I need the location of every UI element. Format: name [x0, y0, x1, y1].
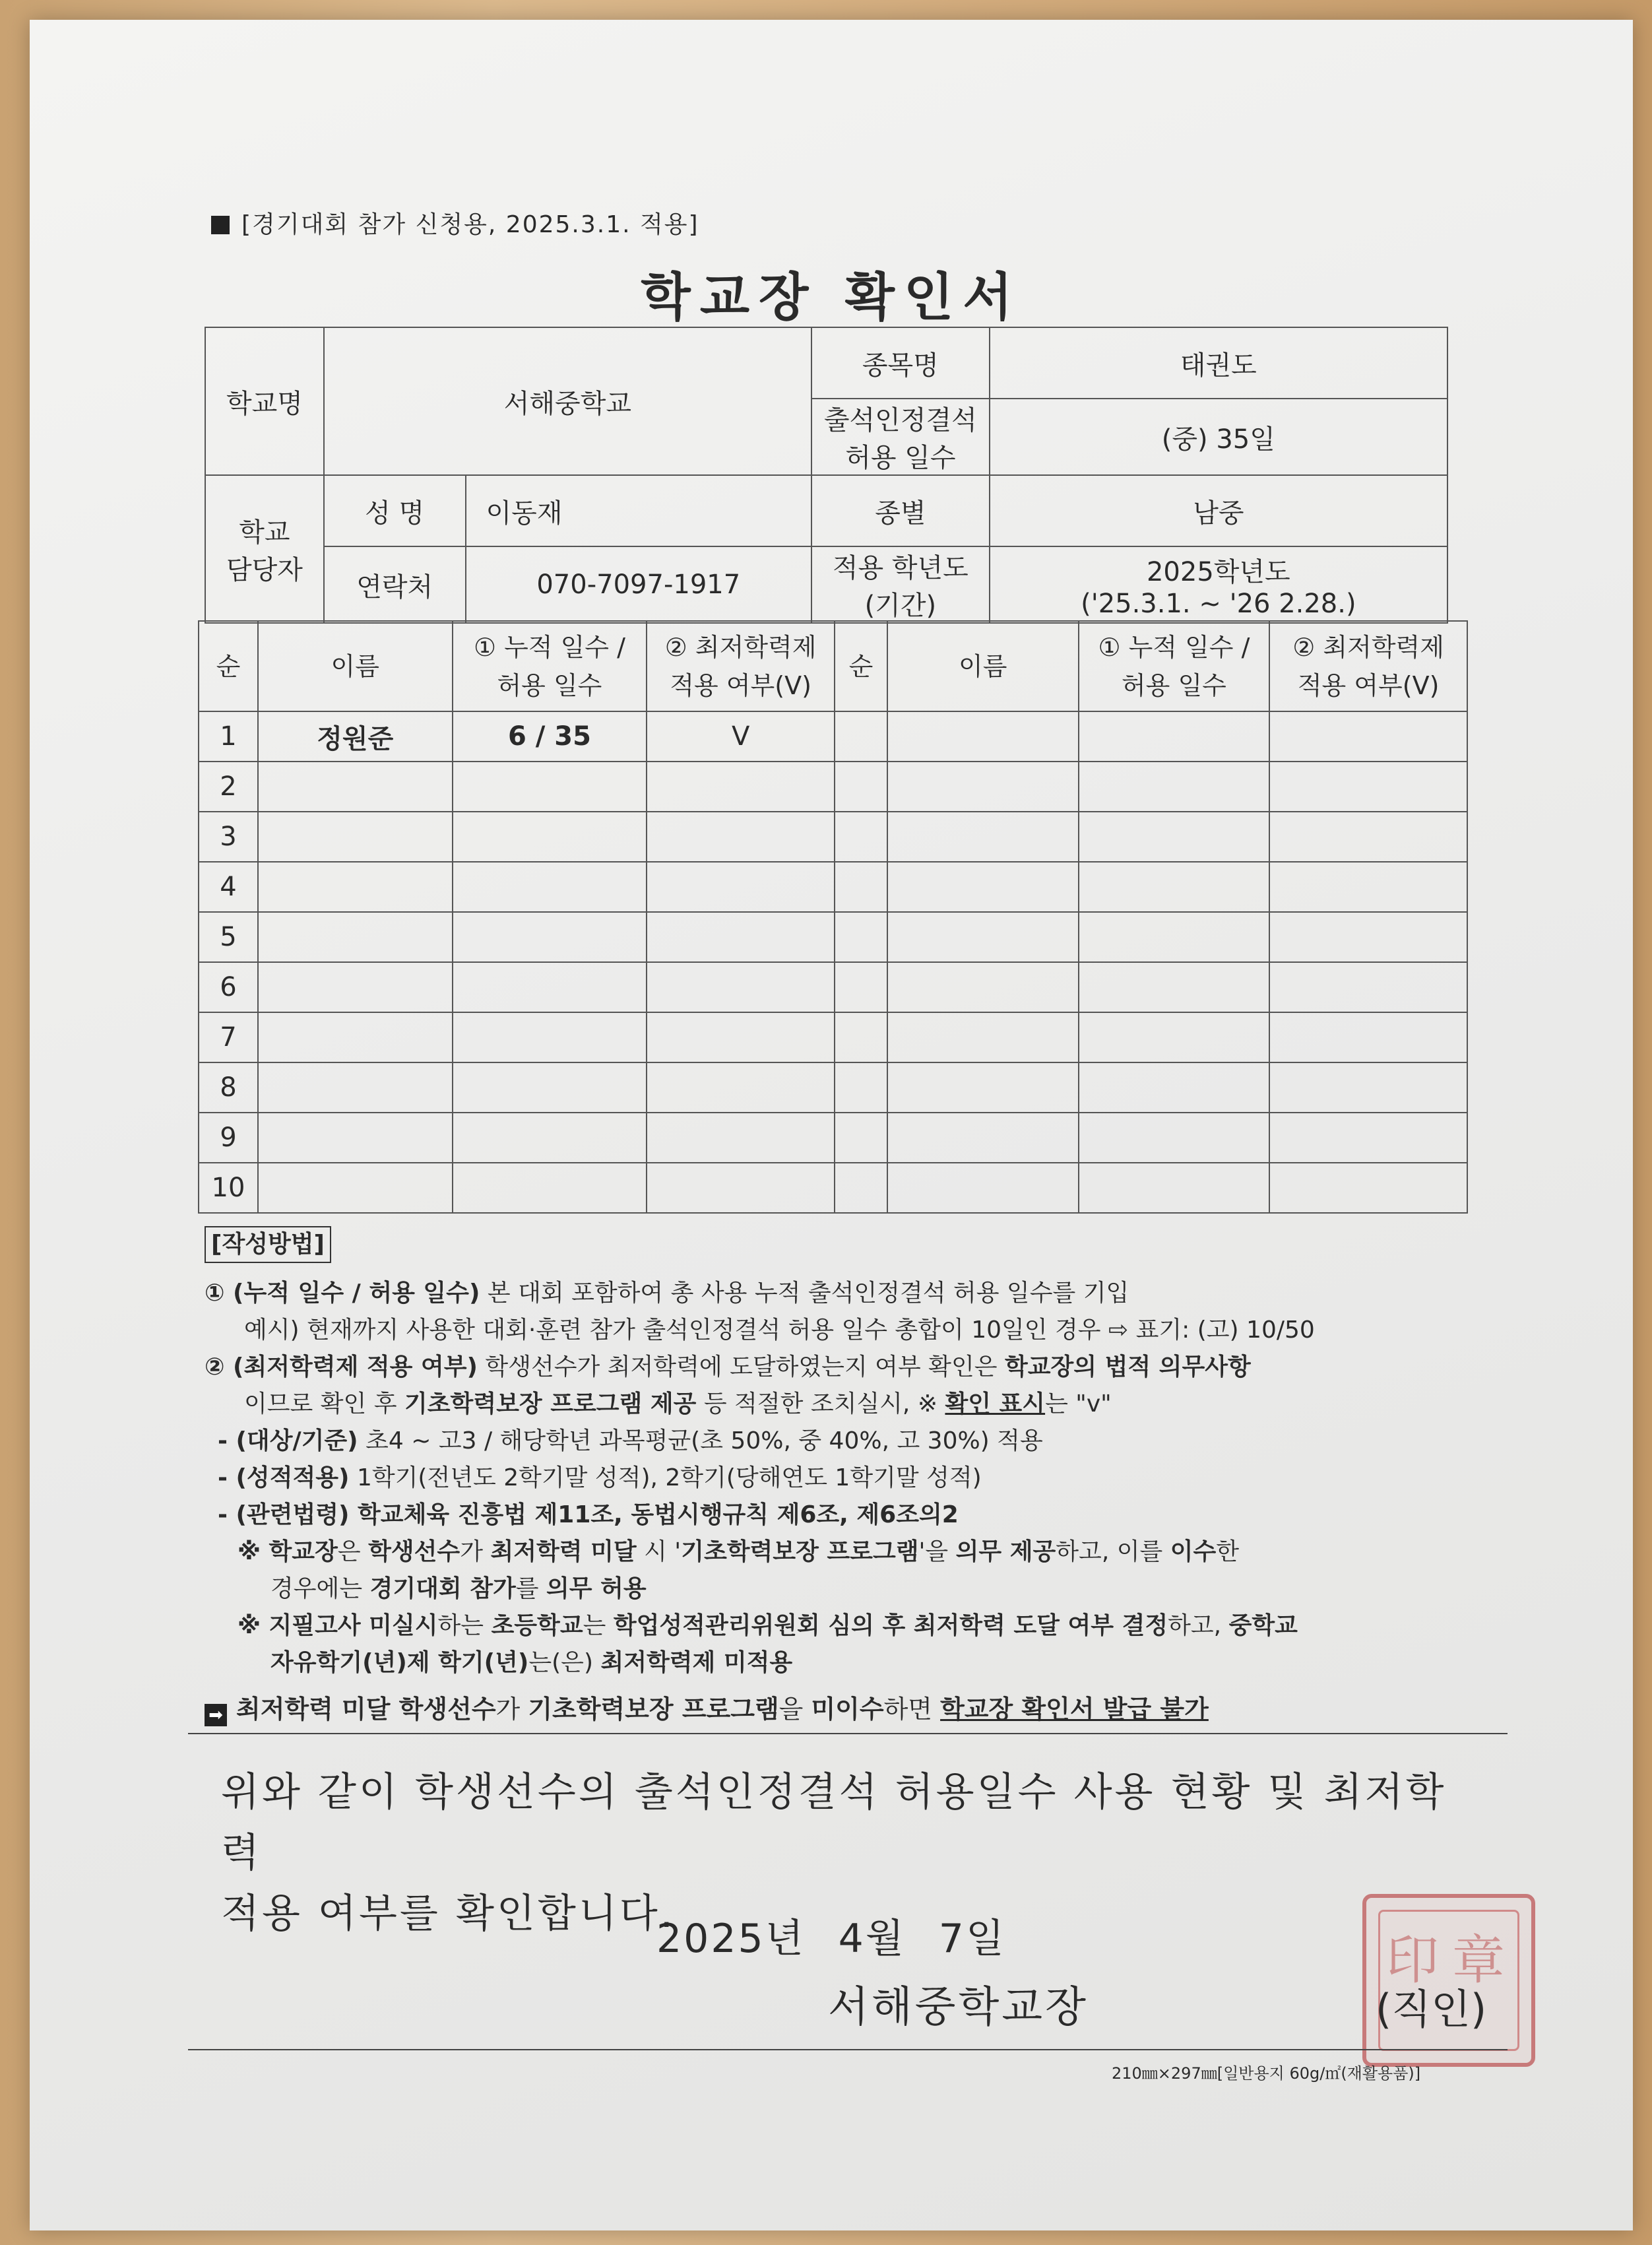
min-academic-check-right: [1269, 711, 1467, 762]
note-1: [205, 1534, 1484, 1571]
cumulative-days: [453, 762, 647, 812]
year-label-line2: (기간): [864, 591, 937, 621]
min-academic-check: [647, 1113, 835, 1163]
contact-value: 070-7097-1917: [466, 546, 811, 623]
min-academic-check-right: [1269, 812, 1467, 862]
n1-d: 가: [460, 1538, 491, 1565]
n1-b: 은: [337, 1538, 369, 1565]
i2c-e: 는 "v": [1045, 1390, 1112, 1417]
student-name-right: [887, 862, 1079, 912]
min-academic-check: [647, 962, 835, 1012]
row-number-right: [835, 1163, 887, 1213]
divider-line: [188, 1733, 1508, 1734]
fw-a: 최저학력 미달 학생선수: [236, 1695, 496, 1724]
fw-b: 가: [495, 1695, 528, 1724]
fw-d: 을: [778, 1695, 811, 1724]
paper-spec-footnote: 210㎜×297㎜[일반용지 60g/㎡(재활용품)]: [1112, 2064, 1421, 2083]
student-name: [258, 912, 453, 962]
student-name: [258, 1163, 453, 1213]
detail-law: [205, 1497, 1484, 1534]
min-academic-check-right: [1269, 1012, 1467, 1062]
row-number: 4: [199, 862, 258, 912]
n2-e: 학업성적관리위원회 심의 후 최저학력 도달 여부 결정: [613, 1612, 1168, 1639]
row-number-right: [835, 1012, 887, 1062]
instruction-2-text: 학생선수가 최저학력에 도달하였는지 여부 확인은: [477, 1353, 1005, 1381]
header-days: [453, 621, 647, 711]
instructions-heading: [작성방법]: [205, 1226, 331, 1263]
header-no-right: 순: [835, 621, 887, 711]
school-info-table: [205, 327, 1448, 624]
row-number: 5: [199, 912, 258, 962]
event-value: 태권도: [990, 327, 1447, 399]
header-min-line2: 적용 여부(V): [670, 670, 811, 700]
student-name-right: [887, 1163, 1079, 1213]
table-row: [199, 1012, 1467, 1062]
cumulative-days: [453, 962, 647, 1012]
student-name-right: [887, 1113, 1079, 1163]
n1c-d: 의무 허용: [546, 1575, 647, 1602]
year-value: [990, 546, 1447, 623]
student-name: [258, 862, 453, 912]
min-academic-check: [647, 1062, 835, 1113]
student-name: 정원준: [258, 711, 453, 762]
fw-c: 기초학력보장 프로그램: [528, 1695, 779, 1724]
manager-label-line2: 담당자: [226, 555, 303, 585]
footer-line: [188, 2049, 1508, 2050]
min-academic-check-right: [1269, 862, 1467, 912]
principal-signature: 서해중학교장: [828, 1983, 1089, 2032]
allowed-days-value: (중) 35일: [990, 399, 1447, 475]
student-name-right: [887, 1062, 1079, 1113]
row-number-right: [835, 1113, 887, 1163]
detail-law-label: - (관련법령): [218, 1501, 350, 1528]
header-name-right: 이름: [887, 621, 1079, 711]
header-note-text: [경기대회 참가 신청용, 2025.3.1. 적용]: [241, 211, 699, 238]
i2c-d: 확인 표시: [945, 1390, 1046, 1417]
i2c-b: 기초학력보장 프로그램 제공: [404, 1390, 697, 1417]
student-name-right: [887, 912, 1079, 962]
cumulative-days: 6 / 35: [453, 711, 647, 762]
date-month: 4월: [838, 1916, 906, 1962]
row-number-right: [835, 812, 887, 862]
header-min: [647, 621, 835, 711]
note-1-cont: [205, 1571, 1484, 1608]
instruction-2-bold: 학교장의 법적 의무사항: [1004, 1353, 1251, 1381]
detail-target-label: - (대상/기준): [218, 1427, 358, 1454]
allowed-days-label-line1: 출석인정결석: [823, 405, 977, 436]
gender-label: 종별: [811, 475, 990, 546]
instruction-1-text: 본 대회 포함하여 총 사용 누적 출석인정결석 허용 일수를 기입: [480, 1280, 1129, 1307]
arrow-right-icon: ➡: [205, 1704, 227, 1726]
cumulative-days: [453, 912, 647, 962]
n2-d: 는: [583, 1612, 614, 1639]
header-name: 이름: [258, 621, 453, 711]
header-min-right: [1269, 621, 1467, 711]
n1-l: 한: [1216, 1538, 1240, 1565]
year-label-line1: 적용 학년도: [832, 553, 969, 583]
cumulative-days: [453, 1163, 647, 1213]
statement-line1: 위와 같이 학생선수의 출석인정결석 허용일수 사용 현황 및 최저학력: [221, 1769, 1447, 1876]
gender-value: 남중: [990, 475, 1447, 546]
i2c-c: 등 적절한 조치실시, ※: [696, 1390, 945, 1417]
n2-g: 중학교: [1228, 1612, 1298, 1639]
header-min-right-line1: ② 최저학력제: [1292, 632, 1444, 662]
cumulative-days: [453, 1113, 647, 1163]
min-academic-check: [647, 762, 835, 812]
n2c-c: 최저학력제 미적용: [600, 1649, 793, 1676]
cumulative-days: [453, 1062, 647, 1113]
instructions-section: [205, 1226, 1484, 1728]
manager-label-line1: 학교: [239, 517, 290, 548]
student-name: [258, 1012, 453, 1062]
instruction-1-example: 예시) 현재까지 사용한 대회·훈련 참가 출석인정결석 허용 일수 총합이 10일인 경우 ⇨ 표기: (고) 10/50: [244, 1317, 1315, 1344]
n1-i: 의무 제공: [955, 1538, 1056, 1565]
detail-target: [205, 1423, 1484, 1460]
min-academic-check-right: [1269, 1113, 1467, 1163]
n1c-c: 를: [515, 1575, 546, 1602]
n1c-a: 경우에는: [270, 1575, 370, 1602]
n1-e: 최저학력 미달: [490, 1538, 637, 1565]
note-2-cont: [205, 1644, 1484, 1681]
n1-a: ※ 학교장: [238, 1538, 338, 1565]
student-name: [258, 962, 453, 1012]
n1-f: 시 ': [636, 1538, 682, 1565]
row-number-right: [835, 762, 887, 812]
n2c-a: 자유학기(년)제 학기(년): [270, 1649, 529, 1676]
manager-label: [205, 475, 324, 623]
min-academic-check-right: [1269, 1163, 1467, 1213]
allowed-days-label: [811, 399, 990, 475]
instruction-2: [205, 1349, 1484, 1386]
detail-law-text: 학교체육 진흥법 제11조, 동법시행규칙 제6조, 제6조의2: [349, 1501, 959, 1528]
cumulative-days-right: [1079, 1012, 1270, 1062]
fw-g: 학교장 확인서 발급 불가: [940, 1695, 1209, 1724]
row-number: 7: [199, 1012, 258, 1062]
final-warning: [205, 1691, 1484, 1728]
student-name: [258, 762, 453, 812]
min-academic-check: [647, 812, 835, 862]
row-number-right: [835, 711, 887, 762]
n1c-b: 경기대회 참가: [369, 1575, 516, 1602]
detail-grades-text: 1학기(전년도 2학기말 성적), 2학기(당해연도 1학기말 성적): [349, 1464, 982, 1491]
year-value-line2: ('25.3.1. ~ '26 2.28.): [1081, 588, 1356, 619]
table-row: [199, 762, 1467, 812]
page-title: 학교장 확인서: [641, 268, 1022, 327]
fw-f: 하면: [883, 1695, 941, 1724]
statement-line2: 적용 여부를 확인합니다.: [221, 1891, 676, 1937]
n2-f: 하고,: [1168, 1612, 1229, 1639]
student-name-right: [887, 762, 1079, 812]
year-value-line1: 2025학년도: [1146, 556, 1290, 587]
detail-grades-label: - (성적적용): [218, 1464, 350, 1491]
school-name-label: 학교명: [205, 327, 324, 475]
instruction-2-cont: [205, 1386, 1484, 1423]
row-number-right: [835, 862, 887, 912]
n1-h: '을: [918, 1538, 956, 1565]
n2-c: 초등학교: [491, 1612, 583, 1639]
header-days-line2: 허용 일수: [497, 670, 602, 700]
n2c-b: 는(은): [528, 1649, 601, 1676]
min-academic-check-right: [1269, 962, 1467, 1012]
row-number: 3: [199, 812, 258, 862]
student-name-right: [887, 812, 1079, 862]
date-day: 7일: [938, 1916, 1006, 1962]
instruction-1-label: ① (누적 일수 / 허용 일수): [205, 1280, 480, 1307]
table-row: [199, 812, 1467, 862]
min-academic-check: [647, 912, 835, 962]
row-number: 8: [199, 1062, 258, 1113]
min-academic-check-right: [1269, 762, 1467, 812]
student-roster-table: [198, 620, 1468, 1214]
header-days-line1: ① 누적 일수 /: [473, 632, 625, 662]
issue-date: [656, 1907, 1039, 1964]
table-row: [199, 1163, 1467, 1213]
square-bullet-icon: [211, 216, 230, 234]
table-row: [199, 711, 1467, 762]
table-row: [199, 1062, 1467, 1113]
min-academic-check-right: [1269, 1062, 1467, 1113]
header-days-right-line1: ① 누적 일수 /: [1098, 632, 1250, 662]
student-name-right: [887, 711, 1079, 762]
table-row: [199, 862, 1467, 912]
n1-g: 기초학력보장 프로그램: [681, 1538, 919, 1565]
i2c-a: 이므로 확인 후: [244, 1390, 404, 1417]
event-label: 종목명: [811, 327, 990, 399]
n2-a: ※ 지필고사 미실시: [238, 1612, 438, 1639]
row-number-right: [835, 912, 887, 962]
manager-name-value: 이동재: [466, 475, 811, 546]
note-2: [205, 1608, 1484, 1644]
cumulative-days-right: [1079, 762, 1270, 812]
cumulative-days: [453, 1012, 647, 1062]
cumulative-days-right: [1079, 1163, 1270, 1213]
year-label: [811, 546, 990, 623]
min-academic-check: V: [647, 711, 835, 762]
row-number-right: [835, 1062, 887, 1113]
header-days-right: [1079, 621, 1270, 711]
table-row: [199, 962, 1467, 1012]
n2-b: 하는: [437, 1612, 492, 1639]
student-name: [258, 1062, 453, 1113]
contact-label: 연락처: [324, 546, 466, 623]
min-academic-check: [647, 1012, 835, 1062]
cumulative-days-right: [1079, 912, 1270, 962]
cumulative-days: [453, 862, 647, 912]
row-number-right: [835, 962, 887, 1012]
seal-glyph-1: 印: [1386, 1930, 1439, 1991]
row-number: 2: [199, 762, 258, 812]
allowed-days-label-line2: 허용 일수: [845, 443, 956, 473]
seal-glyph-2: 章: [1452, 1930, 1505, 1991]
school-name-value: 서해중학교: [324, 327, 811, 475]
cumulative-days-right: [1079, 812, 1270, 862]
n1-c: 학생선수: [368, 1538, 461, 1565]
instruction-1: [205, 1275, 1484, 1312]
min-academic-check-right: [1269, 912, 1467, 962]
date-year: 2025년: [656, 1916, 806, 1962]
cumulative-days-right: [1079, 862, 1270, 912]
cumulative-days-right: [1079, 1062, 1270, 1113]
detail-target-text: 초4 ~ 고3 / 해당학년 과목평균(초 50%, 중 40%, 고 30%) 적용: [358, 1427, 1043, 1454]
row-number: 10: [199, 1163, 258, 1213]
seal-mark-label: (직인): [1376, 1985, 1487, 2033]
cumulative-days-right: [1079, 962, 1270, 1012]
n1-j: 하고, 이를: [1056, 1538, 1170, 1565]
cumulative-days-right: [1079, 1113, 1270, 1163]
name-label: 성 명: [324, 475, 466, 546]
document-paper: [30, 20, 1633, 2230]
row-number: 1: [199, 711, 258, 762]
table-row: [199, 912, 1467, 962]
fw-e: 미이수: [811, 1695, 884, 1724]
student-name: [258, 812, 453, 862]
row-number: 9: [199, 1113, 258, 1163]
min-academic-check: [647, 862, 835, 912]
n1-k: 이수: [1170, 1538, 1217, 1565]
roster-header-row: [199, 621, 1467, 711]
header-no: 순: [199, 621, 258, 711]
table-row: [199, 1113, 1467, 1163]
min-academic-check: [647, 1163, 835, 1213]
student-name-right: [887, 1012, 1079, 1062]
student-name: [258, 1113, 453, 1163]
student-name-right: [887, 962, 1079, 1012]
header-min-right-line2: 적용 여부(V): [1297, 670, 1440, 700]
instruction-2-label: ② (최저학력제 적용 여부): [205, 1353, 478, 1381]
detail-grades: [205, 1460, 1484, 1497]
row-number: 6: [199, 962, 258, 1012]
cumulative-days: [453, 812, 647, 862]
cumulative-days-right: [1079, 711, 1270, 762]
header-note: [211, 206, 699, 240]
header-min-line1: ② 최저학력제: [664, 632, 817, 662]
header-days-right-line2: 허용 일수: [1121, 670, 1226, 700]
